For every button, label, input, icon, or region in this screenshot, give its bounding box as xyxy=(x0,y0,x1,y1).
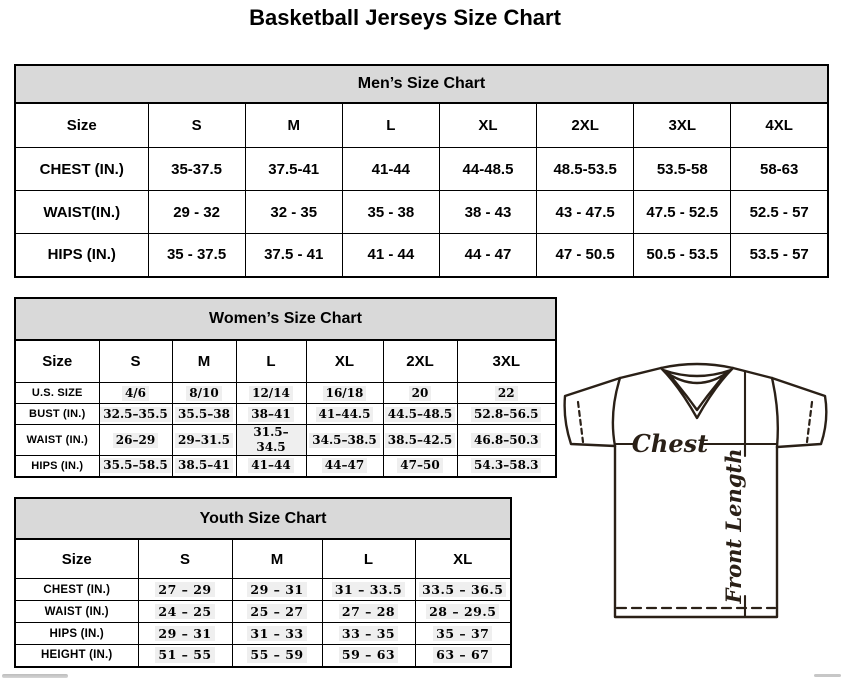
size-value: 44-48.5 xyxy=(462,160,514,178)
table-row xyxy=(15,234,828,277)
size-value: 38.5–41 xyxy=(175,458,233,473)
size-value: 44.5–48.5 xyxy=(385,407,455,422)
size-value: 28 – 29.5 xyxy=(426,604,499,620)
size-cell xyxy=(537,148,634,191)
size-cell xyxy=(383,404,457,425)
row-label: WAIST (IN.) xyxy=(15,425,99,456)
size-value: 35-37.5 xyxy=(171,160,222,178)
size-value: 27 – 28 xyxy=(339,604,398,620)
size-cell xyxy=(306,456,383,477)
size-cell xyxy=(731,191,828,234)
size-cell xyxy=(634,191,731,234)
size-cell xyxy=(232,623,322,645)
chest-label: Chest xyxy=(631,429,709,458)
row-label: HIPS (IN.) xyxy=(15,234,148,277)
size-cell xyxy=(172,383,236,404)
column-header: 3XL xyxy=(634,103,731,148)
row-label: U.S. SIZE xyxy=(15,383,99,404)
size-value: 34.5–38.5 xyxy=(309,433,379,448)
size-value: 47.5 - 52.5 xyxy=(646,203,719,221)
size-value: 32.5–35.5 xyxy=(100,407,170,422)
size-cell xyxy=(138,601,232,623)
size-cell xyxy=(236,456,306,477)
table-row xyxy=(15,191,828,234)
size-value: 44 - 47 xyxy=(464,246,512,264)
size-cell xyxy=(537,191,634,234)
size-cell xyxy=(415,601,511,623)
size-cell xyxy=(634,234,731,277)
row-label: WAIST (IN.) xyxy=(15,601,138,623)
size-value: 41–44 xyxy=(248,458,293,473)
size-value: 59 – 63 xyxy=(339,647,398,663)
size-value: 4/6 xyxy=(122,386,149,401)
size-value: 33.5 – 36.5 xyxy=(419,582,506,598)
row-label: BUST (IN.) xyxy=(15,404,99,425)
column-header: 2XL xyxy=(383,340,457,383)
size-value: 31 – 33.5 xyxy=(332,582,405,598)
size-value: 29 - 32 xyxy=(173,203,220,221)
youth-table-title: Youth Size Chart xyxy=(15,498,511,539)
size-value: 50.5 - 53.5 xyxy=(646,246,719,264)
size-value: 48.5-53.5 xyxy=(553,160,617,178)
horizontal-scrollbar-thumb-left[interactable] xyxy=(2,674,68,678)
size-value: 46.8–50.3 xyxy=(471,433,541,448)
size-cell xyxy=(138,579,232,601)
youth-size-table xyxy=(14,497,512,668)
row-label: HIPS (IN.) xyxy=(15,623,138,645)
size-value: 35 – 37 xyxy=(433,626,492,642)
size-cell xyxy=(457,404,556,425)
column-header: L xyxy=(342,103,439,148)
table-row xyxy=(15,425,556,456)
size-cell xyxy=(99,404,172,425)
right-cuff-dashed-line xyxy=(807,402,812,442)
size-value: 37.5-41 xyxy=(268,160,320,178)
size-cell xyxy=(415,623,511,645)
women-table-title: Women’s Size Chart xyxy=(15,298,556,340)
table-row xyxy=(15,623,511,645)
column-header: S xyxy=(99,340,172,383)
jersey-right-seam xyxy=(772,378,778,447)
size-cell xyxy=(245,148,342,191)
size-cell xyxy=(439,191,536,234)
size-cell xyxy=(99,383,172,404)
row-label: HEIGHT (IN.) xyxy=(15,645,138,667)
size-value: 24 – 25 xyxy=(155,604,214,620)
size-cell xyxy=(634,148,731,191)
size-value: 29 – 31 xyxy=(155,626,214,642)
table-row xyxy=(15,601,511,623)
size-value: 54.3–58.3 xyxy=(471,458,541,473)
size-cell xyxy=(322,601,415,623)
size-value: 25 – 27 xyxy=(247,604,306,620)
size-value: 32 - 35 xyxy=(270,203,318,221)
table-row xyxy=(15,383,556,404)
column-header: Size xyxy=(15,340,99,383)
size-cell xyxy=(342,148,439,191)
size-cell xyxy=(322,623,415,645)
size-value: 35 - 37.5 xyxy=(166,246,227,264)
women-header-row xyxy=(15,340,556,383)
size-value: 22 xyxy=(495,386,518,401)
size-cell xyxy=(457,425,556,456)
size-cell xyxy=(138,645,232,667)
jersey-diagram xyxy=(557,358,833,622)
column-header: 3XL xyxy=(457,340,556,383)
jersey-left-seam xyxy=(613,378,620,446)
row-label: WAIST(IN.) xyxy=(15,191,148,234)
men-table-title: Men’s Size Chart xyxy=(15,65,828,103)
size-cell xyxy=(322,579,415,601)
size-cell xyxy=(383,425,457,456)
womens-size-table xyxy=(14,297,557,478)
size-cell xyxy=(537,234,634,277)
size-value: 63 – 67 xyxy=(433,647,492,663)
size-value: 38–41 xyxy=(248,407,293,422)
size-cell xyxy=(172,404,236,425)
size-cell xyxy=(245,234,342,277)
size-cell xyxy=(245,191,342,234)
size-value: 38 - 43 xyxy=(464,203,512,221)
size-cell xyxy=(457,456,556,477)
size-cell xyxy=(148,148,245,191)
table-row xyxy=(15,404,556,425)
column-header: S xyxy=(138,539,232,579)
mens-size-table xyxy=(14,64,829,278)
size-cell xyxy=(306,404,383,425)
size-cell xyxy=(731,148,828,191)
column-header: S xyxy=(148,103,245,148)
row-label: CHEST (IN.) xyxy=(15,579,138,601)
column-header: XL xyxy=(415,539,511,579)
column-header: Size xyxy=(15,539,138,579)
size-value: 37.5 - 41 xyxy=(264,246,324,264)
size-value: 33 – 35 xyxy=(339,626,398,642)
size-value: 29–31.5 xyxy=(175,433,233,448)
size-cell xyxy=(232,645,322,667)
size-value: 26–29 xyxy=(113,433,158,448)
size-cell xyxy=(731,234,828,277)
size-cell xyxy=(236,383,306,404)
size-cell xyxy=(383,456,457,477)
column-header: L xyxy=(322,539,415,579)
size-value: 35.5–38 xyxy=(175,407,233,422)
size-cell xyxy=(439,148,536,191)
size-cell xyxy=(383,383,457,404)
column-header: M xyxy=(172,340,236,383)
table-row xyxy=(15,579,511,601)
size-cell xyxy=(232,601,322,623)
column-header: 2XL xyxy=(537,103,634,148)
size-value: 35.5–58.5 xyxy=(100,458,170,473)
size-value: 31 – 33 xyxy=(247,626,306,642)
size-value: 27 – 29 xyxy=(155,582,214,598)
table-row xyxy=(15,456,556,477)
column-header: 4XL xyxy=(731,103,828,148)
size-value: 41-44 xyxy=(371,160,411,178)
column-header: M xyxy=(245,103,342,148)
size-value: 29 – 31 xyxy=(247,582,306,598)
row-label: HIPS (IN.) xyxy=(15,456,99,477)
size-value: 53.5-58 xyxy=(656,160,708,178)
size-cell xyxy=(232,579,322,601)
size-cell xyxy=(342,191,439,234)
size-value: 52.8–56.5 xyxy=(471,407,541,422)
size-value: 12/14 xyxy=(249,386,293,401)
size-value: 38.5–42.5 xyxy=(385,433,455,448)
size-cell xyxy=(172,456,236,477)
column-header: Size xyxy=(15,103,148,148)
size-cell xyxy=(342,234,439,277)
size-value: 41–44.5 xyxy=(316,407,374,422)
size-cell xyxy=(415,645,511,667)
size-value: 58-63 xyxy=(759,160,799,178)
row-label: CHEST (IN.) xyxy=(15,148,148,191)
table-row xyxy=(15,645,511,667)
size-value: 47 - 50.5 xyxy=(555,246,615,264)
size-value: 52.5 - 57 xyxy=(749,203,809,221)
size-value: 20 xyxy=(409,386,432,401)
horizontal-scrollbar-thumb-right[interactable] xyxy=(814,674,841,677)
size-value: 47–50 xyxy=(397,458,442,473)
size-value: 8/10 xyxy=(186,386,221,401)
size-value: 16/18 xyxy=(323,386,367,401)
size-value: 31.5–34.5 xyxy=(237,425,306,455)
size-cell xyxy=(138,623,232,645)
jersey-collar xyxy=(661,364,733,418)
column-header: M xyxy=(232,539,322,579)
size-cell xyxy=(172,425,236,456)
size-cell xyxy=(99,425,172,456)
size-value: 51 – 55 xyxy=(155,647,214,663)
size-value: 55 – 59 xyxy=(247,647,306,663)
size-value: 43 - 47.5 xyxy=(555,203,615,221)
size-cell xyxy=(322,645,415,667)
youth-header-row xyxy=(15,539,511,579)
jersey-body xyxy=(615,446,777,617)
table-row xyxy=(15,148,828,191)
size-value: 41 - 44 xyxy=(367,246,415,264)
size-cell xyxy=(439,234,536,277)
size-cell xyxy=(306,383,383,404)
column-header: L xyxy=(236,340,306,383)
size-cell xyxy=(457,383,556,404)
size-cell xyxy=(99,456,172,477)
size-value: 44–47 xyxy=(322,458,367,473)
column-header: XL xyxy=(439,103,536,148)
column-header: XL xyxy=(306,340,383,383)
page-title: Basketball Jerseys Size Chart xyxy=(249,5,561,30)
size-cell xyxy=(415,579,511,601)
size-cell xyxy=(148,191,245,234)
size-cell xyxy=(148,234,245,277)
men-header-row xyxy=(15,103,828,148)
front-length-label: Front Length xyxy=(721,448,746,604)
left-cuff-dashed-line xyxy=(578,402,583,442)
size-cell xyxy=(236,404,306,425)
size-cell xyxy=(306,425,383,456)
size-value: 53.5 - 57 xyxy=(749,246,809,264)
size-cell xyxy=(236,425,306,456)
size-value: 35 - 38 xyxy=(367,203,415,221)
